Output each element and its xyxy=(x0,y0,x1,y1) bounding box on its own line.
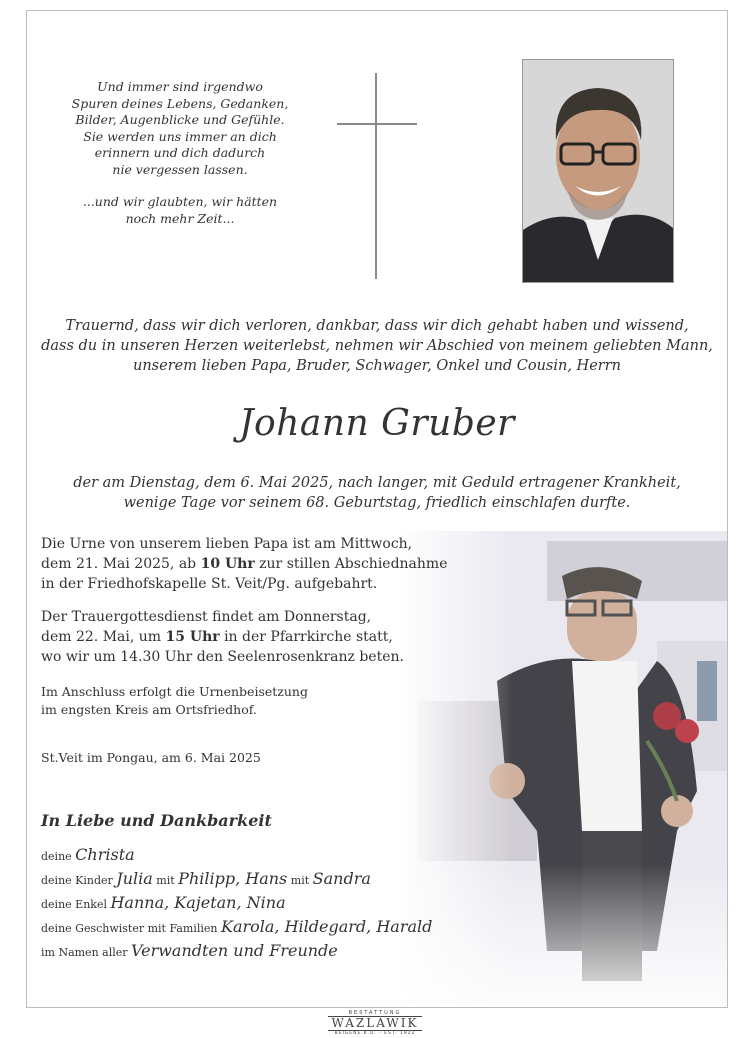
intro-line: unserem lieben Papa, Bruder, Schwager, Onkel und Cousin, Herrn xyxy=(133,358,621,374)
intro-line: dass du in unseren Herzen weiterlebst, nehmen wir Abschied von meinem geliebten Mann, xyxy=(41,338,713,354)
poem-line: nie vergessen lassen. xyxy=(112,161,248,177)
funeral-home-logo xyxy=(328,1010,422,1036)
urn-line xyxy=(41,554,461,574)
urn-line: Die Urne von unserem lieben Papa ist am Mittwoch, xyxy=(41,536,413,552)
urn-paragraph xyxy=(41,534,461,594)
poem-line: Spuren deines Lebens, Gedanken, xyxy=(71,95,289,111)
family-line: deine Kinder Julia mit Philipp, Hans mit Sandra xyxy=(41,869,371,888)
poem-line: ...und wir glaubten, wir hätten xyxy=(82,194,278,209)
service-text: in der Pfarrkirche statt, xyxy=(219,629,393,645)
poem-line: Sie werden uns immer an dich xyxy=(83,128,277,144)
portrait-photo xyxy=(522,59,674,283)
death-line: wenige Tage vor seinem 68. Geburtstag, friedlich einschlafen durfte. xyxy=(123,495,631,511)
poem-line: Bilder, Augenblicke und Gefühle. xyxy=(75,112,285,127)
service-line: Der Trauergottesdienst findet am Donnerstag, xyxy=(41,609,372,625)
service-line xyxy=(41,627,461,647)
burial-line: Im Anschluss erfolgt die Urnenbeisetzung xyxy=(41,684,308,699)
urn-text: dem 21. Mai 2025, ab xyxy=(41,556,201,572)
poem-line: erinnern und dich dadurch xyxy=(94,145,266,160)
poem-line: Und immer sind irgendwo xyxy=(97,79,263,94)
poem xyxy=(67,79,293,227)
family-line: deine Geschwister mit Familien Karola, Hildegard, Harald xyxy=(41,917,433,936)
urn-text: zur stillen Abschiednahme xyxy=(254,556,448,572)
burial-paragraph xyxy=(41,683,461,719)
burial-line: im engsten Kreis am Ortsfriedhof. xyxy=(41,702,257,717)
service-paragraph xyxy=(41,607,461,667)
service-text: dem 22. Mai, um xyxy=(41,629,166,645)
family-line: deine Enkel Hanna, Kajetan, Nina xyxy=(41,893,286,912)
service-line: wo wir um 14.30 Uhr den Seelenrosenkranz beten. xyxy=(41,649,404,665)
place-date: St.Veit im Pongau, am 6. Mai 2025 xyxy=(41,750,261,765)
family-list xyxy=(41,843,541,963)
obituary-card xyxy=(26,10,728,1008)
cross-icon xyxy=(337,73,417,279)
urn-time: 10 Uhr xyxy=(200,556,255,572)
signoff-heading: In Liebe und Dankbarkeit xyxy=(41,811,272,830)
logo-top: BESTATTUNG xyxy=(348,1010,402,1016)
intro-text xyxy=(41,316,713,376)
deceased-name: Johann Gruber xyxy=(239,403,515,444)
death-notice xyxy=(41,473,713,513)
family-line: im Namen aller Verwandten und Freunde xyxy=(41,941,338,960)
death-line: der am Dienstag, dem 6. Mai 2025, nach langer, mit Geduld ertragener Krankheit, xyxy=(73,475,681,491)
logo-mid: WAZLAWIK xyxy=(328,1016,422,1031)
service-time: 15 Uhr xyxy=(165,629,220,645)
intro-line: Trauernd, dass wir dich verloren, dankbar, dass wir dich gehabt haben und wissend, xyxy=(65,318,689,334)
logo-bot: BEIGENE.K.U. · EST. 1922 xyxy=(334,1031,416,1036)
poem-line: noch mehr Zeit... xyxy=(125,210,235,226)
urn-line: in der Friedhofskapelle St. Veit/Pg. aufgebahrt. xyxy=(41,576,378,592)
family-line: deine Christa xyxy=(41,845,135,864)
